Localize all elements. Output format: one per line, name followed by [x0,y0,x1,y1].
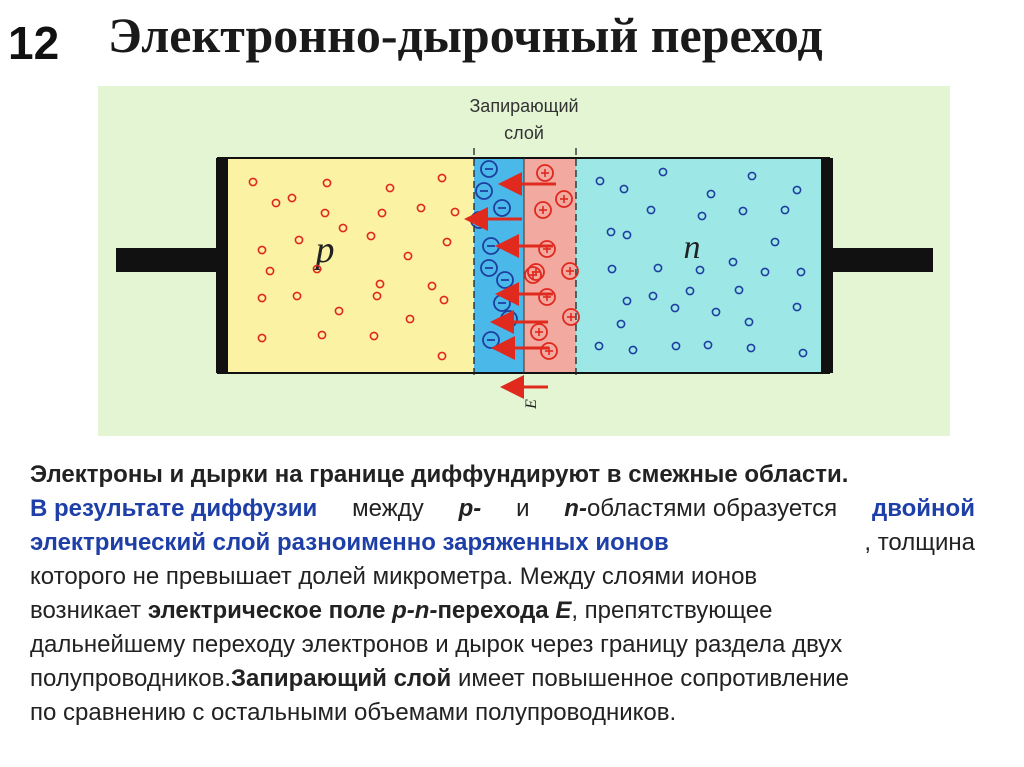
field-label: E [523,399,540,409]
text-line-2: В результате диффузии между p- и n-областями образуется двойной [30,492,975,526]
term-double: двойной [871,495,975,522]
term-double-layer: электрический слой разноименно заряженных ионов [30,529,669,556]
depletion-label-line1: Запирающий [469,96,579,116]
right-contact [821,158,833,373]
body-text [30,458,975,730]
text-line-7: полупроводников.Запирающий слой имеет повышенное сопротивление [30,665,849,692]
term-diffusion-result: В результате диффузии [30,495,318,522]
left-lead [116,248,218,272]
text-line-5: возникает электрическое поле p-n-перехода E, препятствующее [30,597,773,624]
text-line-4: которого не превышает долей микрометра. Между слоями ионов [30,563,758,590]
text-line-8: по сравнению с остальными объемами полупроводников. [30,699,677,726]
right-lead [829,248,933,272]
text-line-3: электрический слой разноименно заряженных ионов , толщина [30,526,975,560]
slide-title: Электронно-дырочный переход [108,7,823,63]
depletion-label-line2: слой [504,123,544,143]
text-line-6: дальнейшему переходу электронов и дырок через границу раздела двух [30,631,843,658]
text-line-1: Электроны и дырки на границе диффундируют в смежные области. [30,461,849,488]
slide-number: 12 [8,17,60,69]
n-label: n [683,229,701,266]
p-label: p [315,229,335,271]
left-contact [216,158,228,373]
